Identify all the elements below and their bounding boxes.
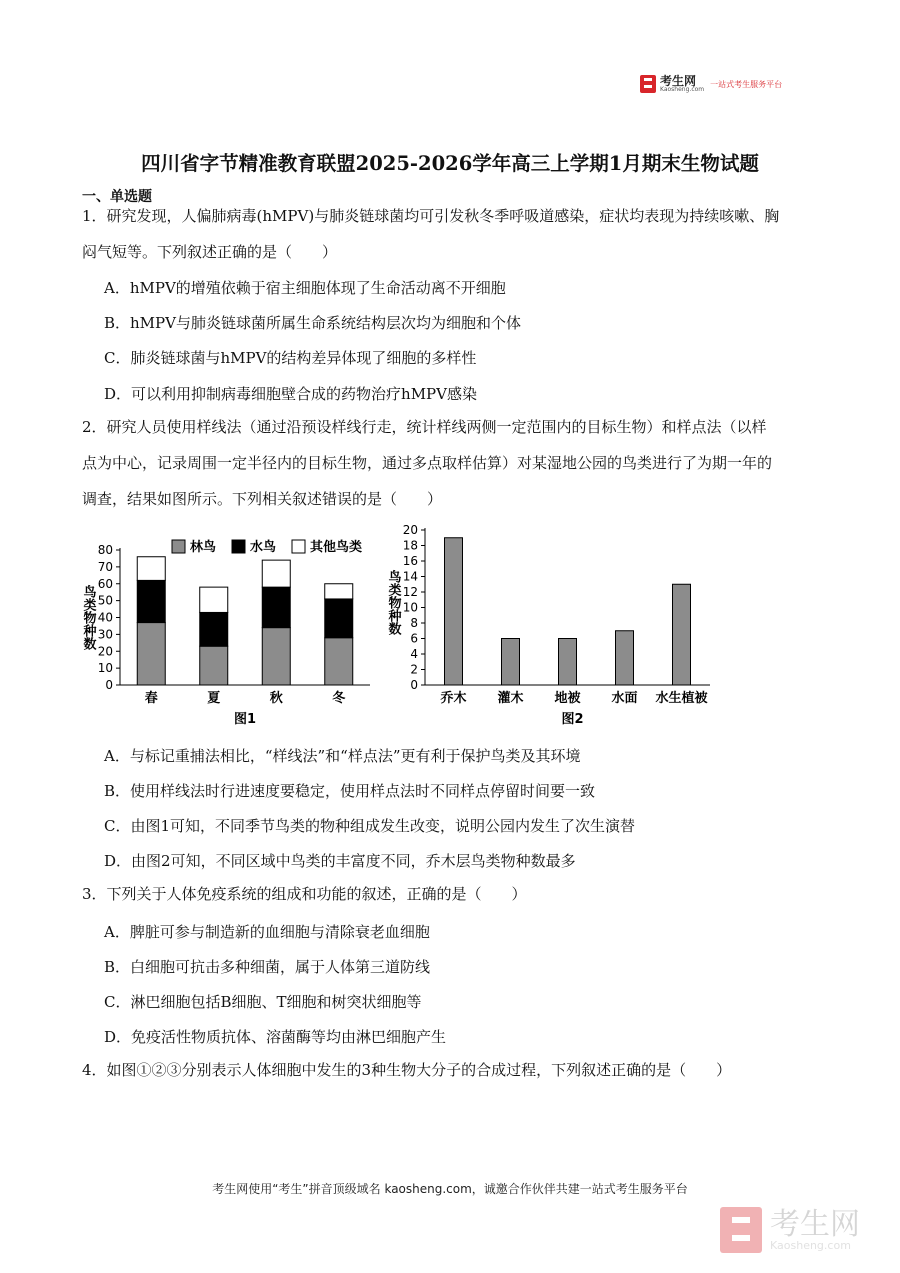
page-title: 四川省字节精准教育联盟2025-2026学年高三上学期1月期末生物试题 xyxy=(141,152,759,175)
question-2-line-2: 点为中心，记录周围一定半径内的目标生物，通过多点取样估算）对某湿地公园的鸟类进行了为期一年的 xyxy=(82,454,773,472)
bar-冬-水鸟 xyxy=(325,599,353,638)
question-3: 3．下列关于人体免疫系统的组成和功能的叙述，正确的是（ ） xyxy=(82,885,527,903)
watermark-domain: Kaosheng.com xyxy=(770,1238,851,1252)
question-3-option-a: A．脾脏可参与制造新的血细胞与清除衰老血细胞 xyxy=(104,923,430,941)
question-2-option-d: D．由图2可知，不同区域中鸟类的丰富度不同，乔木层鸟类物种数最多 xyxy=(104,852,576,870)
y-tick-label: 4 xyxy=(410,647,418,661)
y-tick-label: 40 xyxy=(97,610,113,625)
legend-swatch xyxy=(232,540,245,553)
bar-夏-林鸟 xyxy=(200,646,228,685)
logo-icon xyxy=(640,75,656,93)
question-2-option-b: B．使用样线法时行进速度要稳定，使用样点法时不同样点停留时间要一致 xyxy=(104,782,596,800)
question-3-option-c: C．淋巴细胞包括B细胞、T细胞和树突状细胞等 xyxy=(104,993,422,1011)
y-tick-label: 0 xyxy=(105,678,113,692)
x-tick-label: 冬 xyxy=(332,691,346,706)
x-tick-label: 秋 xyxy=(269,691,283,706)
x-tick-label: 灌木 xyxy=(497,691,524,706)
y-tick-label: 0 xyxy=(410,678,418,692)
legend-label: 水鸟 xyxy=(250,540,277,555)
logo-name: 考生网 xyxy=(660,74,697,88)
watermark-name: 考生网 xyxy=(770,1206,860,1242)
legend-swatch xyxy=(172,540,185,553)
y-tick-label: 60 xyxy=(97,576,113,591)
y-tick-label: 2 xyxy=(410,662,418,677)
x-tick-label: 夏 xyxy=(207,691,221,706)
y-tick-label: 16 xyxy=(402,554,418,568)
bar-灌木 xyxy=(502,639,520,686)
question-1-line-2: 闷气短等。下列叙述正确的是（ ） xyxy=(82,243,338,261)
logo-slogan: 一站式考生服务平台 xyxy=(710,79,783,89)
logo-domain: Kaosheng.com xyxy=(660,86,705,93)
header-logo xyxy=(640,72,815,96)
legend-label: 其他鸟类 xyxy=(310,540,363,555)
y-tick-label: 50 xyxy=(97,593,113,608)
bar-冬-林鸟 xyxy=(325,638,353,685)
figure-2-chart xyxy=(385,520,715,735)
bar-冬-其他鸟类 xyxy=(325,584,353,599)
y-tick-label: 8 xyxy=(410,616,418,630)
question-1 xyxy=(82,198,817,270)
y-tick-label: 12 xyxy=(402,585,418,599)
y-tick-label: 18 xyxy=(402,538,418,553)
question-2-option-c: C．由图1可知，不同季节鸟类的物种组成发生改变，说明公园内发生了次生演替 xyxy=(104,817,636,835)
bar-秋-水鸟 xyxy=(262,587,290,628)
y-tick-label: 10 xyxy=(402,600,418,615)
bar-夏-水鸟 xyxy=(200,612,228,646)
bar-夏-其他鸟类 xyxy=(200,587,228,612)
bar-春-水鸟 xyxy=(137,580,165,622)
legend-swatch xyxy=(292,540,305,553)
question-2-line-3: 调查，结果如图所示。下列相关叙述错误的是（ ） xyxy=(82,490,443,508)
question-2 xyxy=(82,409,817,517)
y-axis-label: 鸟类物种数 xyxy=(80,585,96,650)
y-tick-label: 30 xyxy=(97,627,113,642)
bar-春-林鸟 xyxy=(137,623,165,685)
bar-地被 xyxy=(559,639,577,686)
question-1-option-c: C．肺炎链球菌与hMPV的结构差异体现了细胞的多样性 xyxy=(104,349,477,367)
y-tick-label: 10 xyxy=(97,661,113,676)
question-1-option-d: D．可以利用抑制病毒细胞壁合成的药物治疗hMPV感染 xyxy=(104,385,477,403)
x-tick-label: 乔木 xyxy=(440,691,467,706)
bar-乔木 xyxy=(445,538,463,685)
question-2-line-1: 2．研究人员使用样线法（通过沿预设样线行走，统计样线两侧一定范围内的目标生物）和样点法（以样 xyxy=(82,418,767,436)
question-4: 4．如图①②③分别表示人体细胞中发生的3种生物大分子的合成过程，下列叙述正确的是（ ） xyxy=(82,1061,732,1079)
chart-title: 图1 xyxy=(233,712,257,727)
bar-秋-林鸟 xyxy=(262,628,290,685)
figure-1-chart xyxy=(80,520,380,735)
question-3-option-d: D．免疫活性物质抗体、溶菌酶等均由淋巴细胞产生 xyxy=(104,1028,447,1046)
bar-秋-其他鸟类 xyxy=(262,560,290,587)
chart-title: 图2 xyxy=(561,712,584,727)
y-axis-label: 鸟类物种数 xyxy=(385,570,401,635)
footer-text: 考生网使用“考生”拼音顶级域名 kaosheng.com，诚邀合作伙伴共建一站式考生服务平台 xyxy=(212,1182,688,1196)
bar-春-其他鸟类 xyxy=(137,557,165,581)
bar-水面 xyxy=(616,631,634,685)
x-tick-label: 春 xyxy=(144,691,158,706)
x-tick-label: 地被 xyxy=(554,691,581,706)
y-tick-label: 80 xyxy=(97,543,113,557)
question-1-line-1: 1．研究发现，人偏肺病毒(hMPV)与肺炎链球菌均可引发秋冬季呼吸道感染，症状均表现为持续咳嗽、胸 xyxy=(82,207,780,225)
bar-水生植被 xyxy=(673,584,691,685)
question-3-option-b: B．白细胞可抗击多种细菌，属于人体第三道防线 xyxy=(104,958,431,976)
x-tick-label: 水面 xyxy=(611,691,638,706)
question-2-option-a: A．与标记重捕法相比，“样线法”和“样点法”更有利于保护鸟类及其环境 xyxy=(104,747,581,765)
watermark-icon xyxy=(720,1207,762,1253)
y-tick-label: 20 xyxy=(97,644,113,659)
x-tick-label: 水生植被 xyxy=(655,691,708,706)
y-tick-label: 14 xyxy=(402,569,418,584)
y-tick-label: 20 xyxy=(402,523,418,537)
question-1-option-b: B．hMPV与肺炎链球菌所属生命系统结构层次均为细胞和个体 xyxy=(104,314,521,332)
watermark-logo xyxy=(720,1202,880,1258)
section-heading: 一、单选题 xyxy=(82,189,152,205)
y-tick-label: 6 xyxy=(410,631,418,646)
question-1-option-a: A．hMPV的增殖依赖于宿主细胞体现了生命活动离不开细胞 xyxy=(104,279,506,297)
legend-label: 林鸟 xyxy=(190,540,217,555)
y-tick-label: 70 xyxy=(97,559,113,574)
